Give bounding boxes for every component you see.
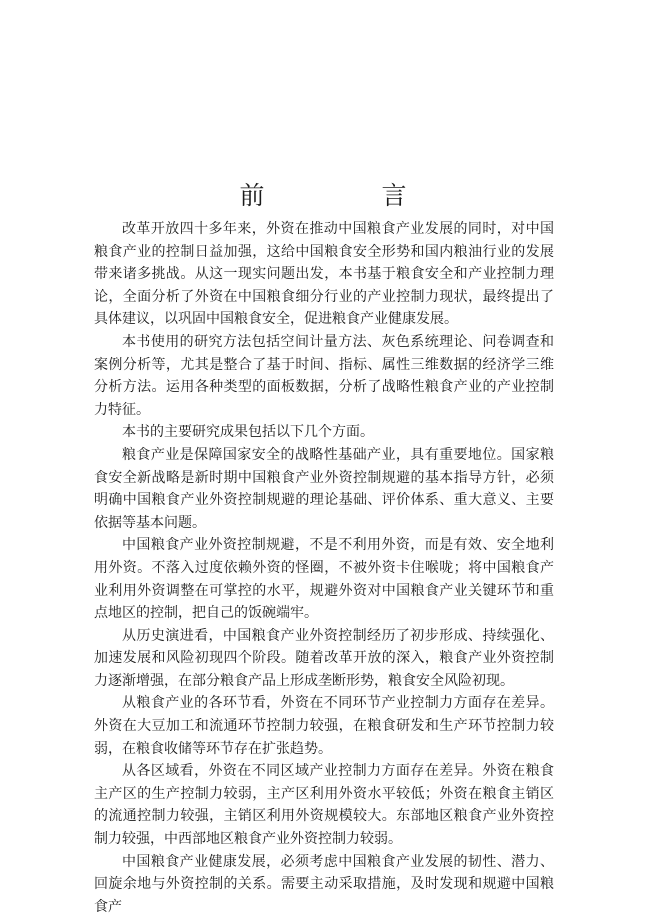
paragraph: 本书使用的研究方法包括空间计量方法、灰色系统理论、问卷调查和案例分析等，尤其是整合了基于时间、指标、属性三维数据的经济学三维分析方法。运用各种类型的面板数据，分析了战略性粮食产业的产业控制力特征。 xyxy=(94,333,554,418)
paragraph: 中国粮食产业健康发展，必须考虑中国粮食产业发展的韧性、潜力、回旋余地与外资控制的关系。需要主动采取措施，及时发现和规避中国粮食产 xyxy=(94,853,554,915)
paragraph: 中国粮食产业外资控制规避，不是不利用外资，而是有效、安全地利用外资。不落入过度依赖外资的怪圈，不被外资卡住喉咙；将中国粮食产业利用外资调整在可掌控的水平，规避外资对中国粮食产业关键环节和重点地区的控制，把自己的饭碗端牢。 xyxy=(94,537,554,622)
page-title: 前 言 xyxy=(239,180,453,210)
paragraph: 本书的主要研究成果包括以下几个方面。 xyxy=(122,424,374,441)
paragraph: 粮食产业是保障国家安全的战略性基础产业，具有重要地位。国家粮食安全新战略是新时期中国粮食产业外资控制规避的基本指导方针，必须明确中国粮食产业外资控制规避的理论基础、评价体系、重大意义、主要依据等基本问题。 xyxy=(94,446,554,531)
paragraph: 从粮食产业的各环节看，外资在不同环节产业控制力方面存在差异。外资在大豆加工和流通环节控制力较强，在粮食研发和生产环节控制力较弱，在粮食收储等环节存在扩张趋势。 xyxy=(94,695,554,757)
paragraph: 改革开放四十多年来，外资在推动中国粮食产业发展的同时，对中国粮食产业的控制日益加强，这给中国粮食安全形势和国内粮油行业的发展带来诸多挑战。从这一现实问题出发，本书基于粮食安全和产业控制力理论，全面分析了外资在中国粮食细分行业的产业控制力现状，最终提出了具体建议，以巩固中国粮食安全，促进粮食产业健康发展。 xyxy=(94,221,554,328)
paragraph: 从历史演进看，中国粮食产业外资控制经历了初步形成、持续强化、加速发展和风险初现四个阶段。随着改革开放的深入，粮食产业外资控制力逐渐增强，在部分粮食产品上形成垄断形势，粮食安全风险初现。 xyxy=(94,627,554,689)
preface-body xyxy=(94,218,554,918)
paragraph: 从各区域看，外资在不同区域产业控制力方面存在差异。外资在粮食主产区的生产控制力较弱，主产区利用外资水平较低；外资在粮食主销区的流通控制力较强，主销区利用外资规模较大。东部地区粮食产业外资控制力较强，中西部地区粮食产业外资控制力较弱。 xyxy=(94,763,554,848)
